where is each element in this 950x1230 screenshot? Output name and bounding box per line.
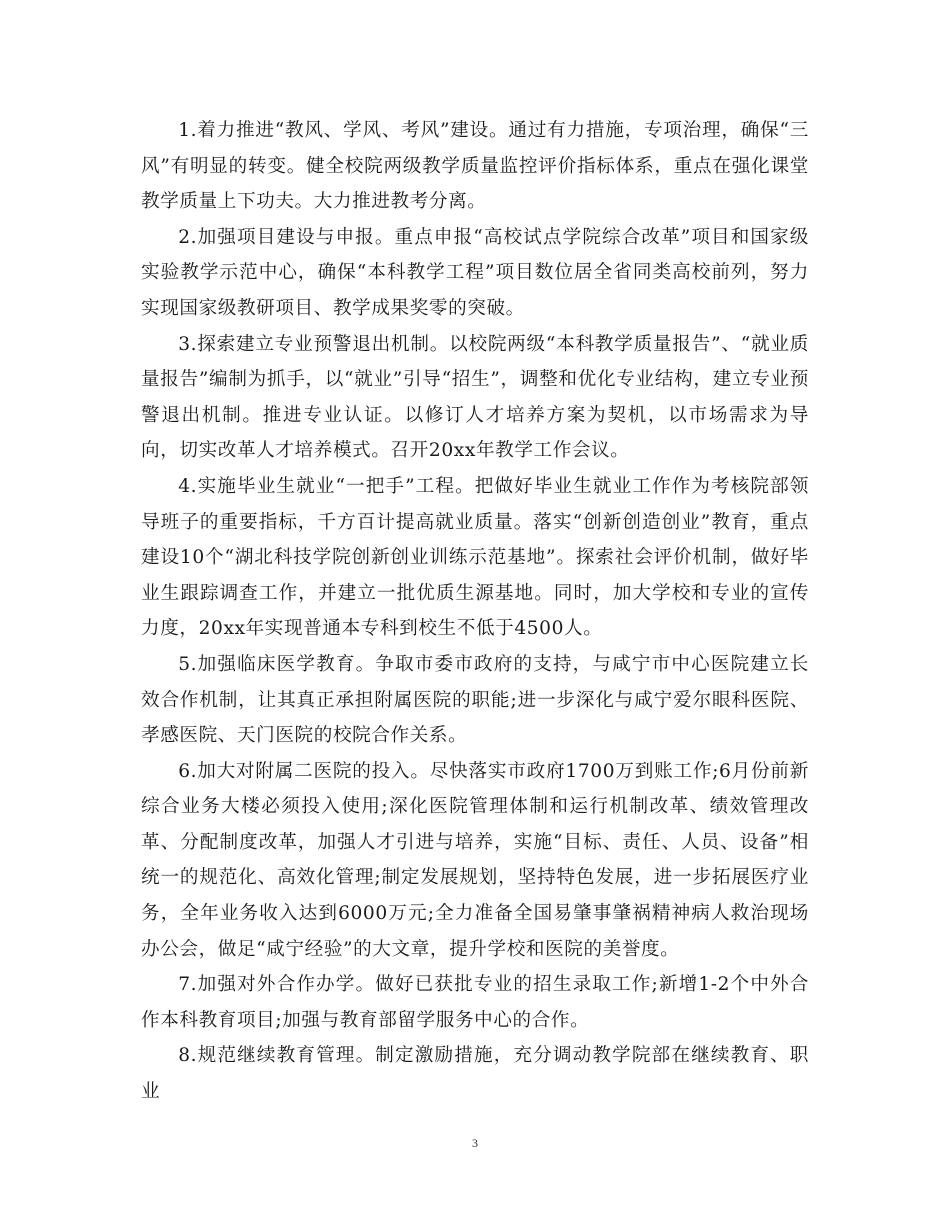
paragraph-8: 8.规范继续教育管理。制定激励措施，充分调动教学院部在继续教育、职业 [141, 1045, 809, 1103]
page-number: 3 [472, 1136, 478, 1150]
paragraph-4: 4.实施毕业生就业“一把手”工程。把做好毕业生就业工作作为考核院部领导班子的重要指标，千方百计提高就业质量。落实“创新创造创业”教育，重点建设10个“湖北科技学院创新创业训练示范基地”。探索社会评价机制，做好毕业生跟踪调查工作，并建立一批优质生源基地。同时，加大学校和专业的宣传力度，20xx年实现普通本专科到校生不低于4500人。 [141, 475, 809, 640]
paragraph-7: 7.加强对外合作办学。做好已获批专业的招生录取工作;新增1-2个中外合作本科教育项目;加强与教育部留学服务中心的合作。 [141, 974, 809, 1031]
paragraph-5: 5.加强临床医学教育。争取市委市政府的支持，与咸宁市中心医院建立长效合作机制，让其真正承担附属医院的职能;进一步深化与咸宁爱尔眼科医院、孝感医院、天门医院的校院合作关系。 [141, 653, 809, 747]
paragraph-1: 1.着力推进“教风、学风、考风”建设。通过有力措施，专项治理，确保“三风”有明显的转变。健全校院两级教学质量监控评价指标体系，重点在强化课堂教学质量上下功夫。大力推进教考分离。 [141, 120, 809, 213]
paragraph-3: 3.探索建立专业预警退出机制。以校院两级“本科教学质量报告”、“就业质量报告”编制为抓手，以“就业”引导“招生”，调整和优化专业结构，建立专业预警退出机制。推进专业认证。以修订人才培养方案为契机，以市场需求为导向，切实改革人才培养模式。召开20xx年教学工作会议。 [141, 333, 809, 462]
paragraph-2: 2.加强项目建设与申报。重点申报“高校试点学院综合改革”项目和国家级实验教学示范中心，确保“本科教学工程”项目数位居全省同类高校前列，努力实现国家级教研项目、教学成果奖零的突破。 [141, 226, 809, 319]
document-body [141, 113, 809, 1110]
paragraph-6: 6.加大对附属二医院的投入。尽快落实市政府1700万到账工作;6月份前新综合业务大楼必须投入使用;深化医院管理体制和运行机制改革、绩效管理改革、分配制度改革，加强人才引进与培养，实施“目标、责任、人员、设备”相统一的规范化、高效化管理;制定发展规划，坚持特色发展，进一步拓展医疗业务，全年业务收入达到6000万元;全力准备全国易肇事肇祸精神病人救治现场办公会，做足“咸宁经验”的大文章，提升学校和医院的美誉度。 [141, 760, 809, 960]
